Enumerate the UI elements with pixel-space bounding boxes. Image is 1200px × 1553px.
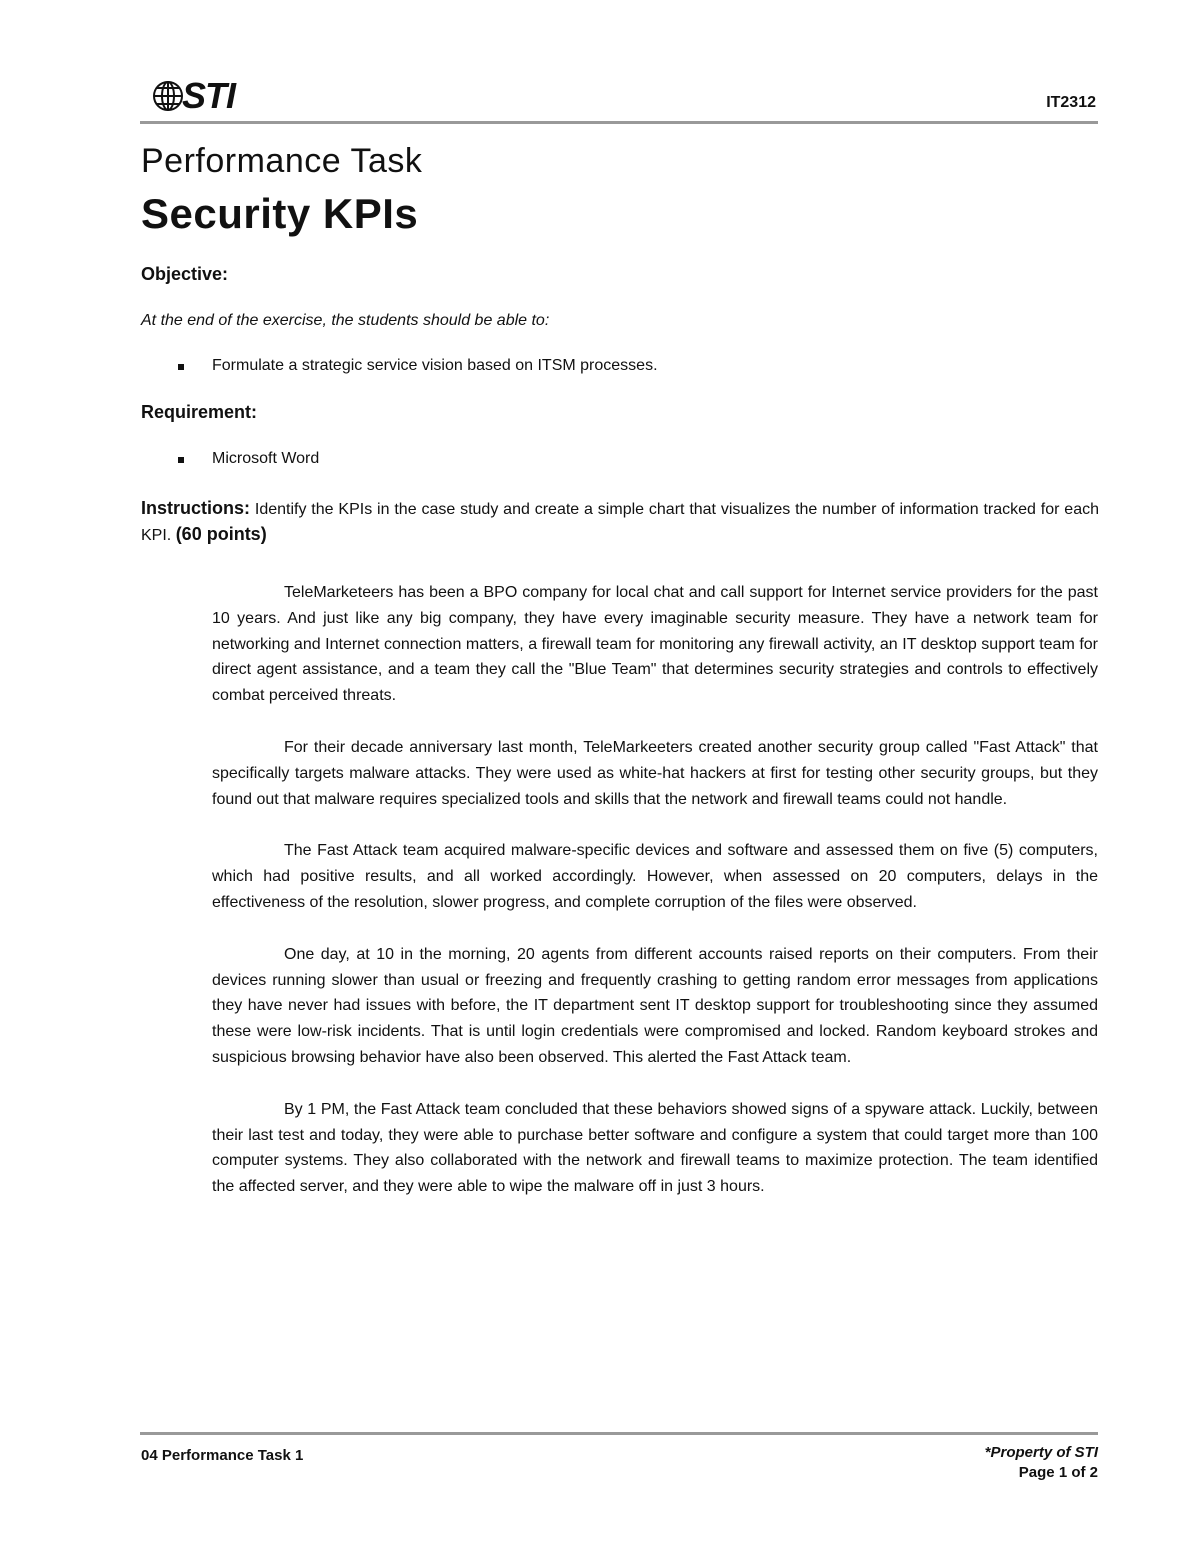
requirement-heading: Requirement: — [141, 402, 258, 422]
instructions-text: Identify the KPIs in the case study and create a simple chart that visualizes the number of information tracked for each KPI. — [141, 501, 1099, 544]
objective-intro: At the end of the exercise, the students should be able to: — [141, 312, 550, 329]
case-study-paragraph: The Fast Attack team acquired malware-specific devices and software and assessed them on five (5) computers, which had positive results, and all worked accordingly. However, when assessed on 20 computers, delays in the effectiveness of the resolution, slower progress, and complete corruption of the files were observed. — [212, 842, 1098, 911]
case-study-paragraph: One day, at 10 in the morning, 20 agents from different accounts raised reports on their computers. From their devices running slower than usual or freezing and frequently crashing to getting random error messages from applications they have never had issues with before, the IT department sent IT desktop support for troubleshooting since they assumed these were low-risk incidents. That is until login credentials were compromised and locked. Random keyboard strokes and suspicious browsing behavior have also been observed. This alerted the Fast Attack team. — [212, 945, 1098, 1066]
bullet-icon — [178, 457, 184, 463]
case-study-paragraph: For their decade anniversary last month, TeleMarkeeters created another security group called "Fast Attack" that specifically targets malware attacks. They were used as white-hat hackers at first for testing other security groups, but they found out that malware requires specialized tools and skills that the network and firewall teams could not handle. — [212, 738, 1098, 808]
requirement-list — [0, 450, 319, 476]
case-study-paragraph: TeleMarketeers has been a BPO company for local chat and call support for Internet service providers for the past 10 years. And just like any big company, they have every imaginable security measure. They have a network team for networking and Internet connection matters, a firewall team for monitoring any firewall activity, an IT desktop support team for direct agent assistance, and a team they call the "Blue Team" that determines security strategies and controls to effectively combat perceived threats. — [212, 584, 1098, 705]
list-item-text: Microsoft Word — [212, 450, 320, 467]
instructions-points: (60 points) — [175, 524, 267, 544]
instructions-label: Instructions: — [141, 498, 251, 518]
objective-heading: Objective: — [141, 264, 229, 284]
list-item — [0, 357, 658, 383]
instructions — [141, 496, 1099, 548]
bullet-icon — [178, 364, 184, 370]
footer-doc-title: 04 Performance Task 1 — [141, 1447, 304, 1464]
page-title-line2: Security KPIs — [141, 190, 419, 237]
globe-icon — [150, 78, 186, 114]
footer-right — [985, 1443, 1098, 1483]
objective-list — [0, 357, 658, 383]
page-number: Page 1 of 2 — [1018, 1464, 1098, 1481]
list-item-text: Formulate a strategic service vision based on ITSM processes. — [212, 357, 658, 374]
page-title-line1: Performance Task — [141, 142, 423, 180]
course-code: IT2312 — [1046, 94, 1096, 111]
case-study — [212, 580, 1098, 1226]
property-notice: *Property of STI — [984, 1444, 1098, 1461]
logo-text: STI — [182, 75, 236, 116]
footer-divider — [140, 1432, 1098, 1435]
case-study-paragraph: By 1 PM, the Fast Attack team concluded that these behaviors showed signs of a spyware attack. Luckily, between their last test and today, they were able to purchase better software and configure a system that could target more than 100 computer systems. They also collaborated with the network and firewall teams to maximize protection. The team identified the affected server, and they were able to wipe the malware off in just 3 hours. — [212, 1100, 1098, 1196]
sti-logo — [150, 76, 235, 116]
list-item — [0, 450, 319, 476]
header-divider — [140, 121, 1098, 124]
